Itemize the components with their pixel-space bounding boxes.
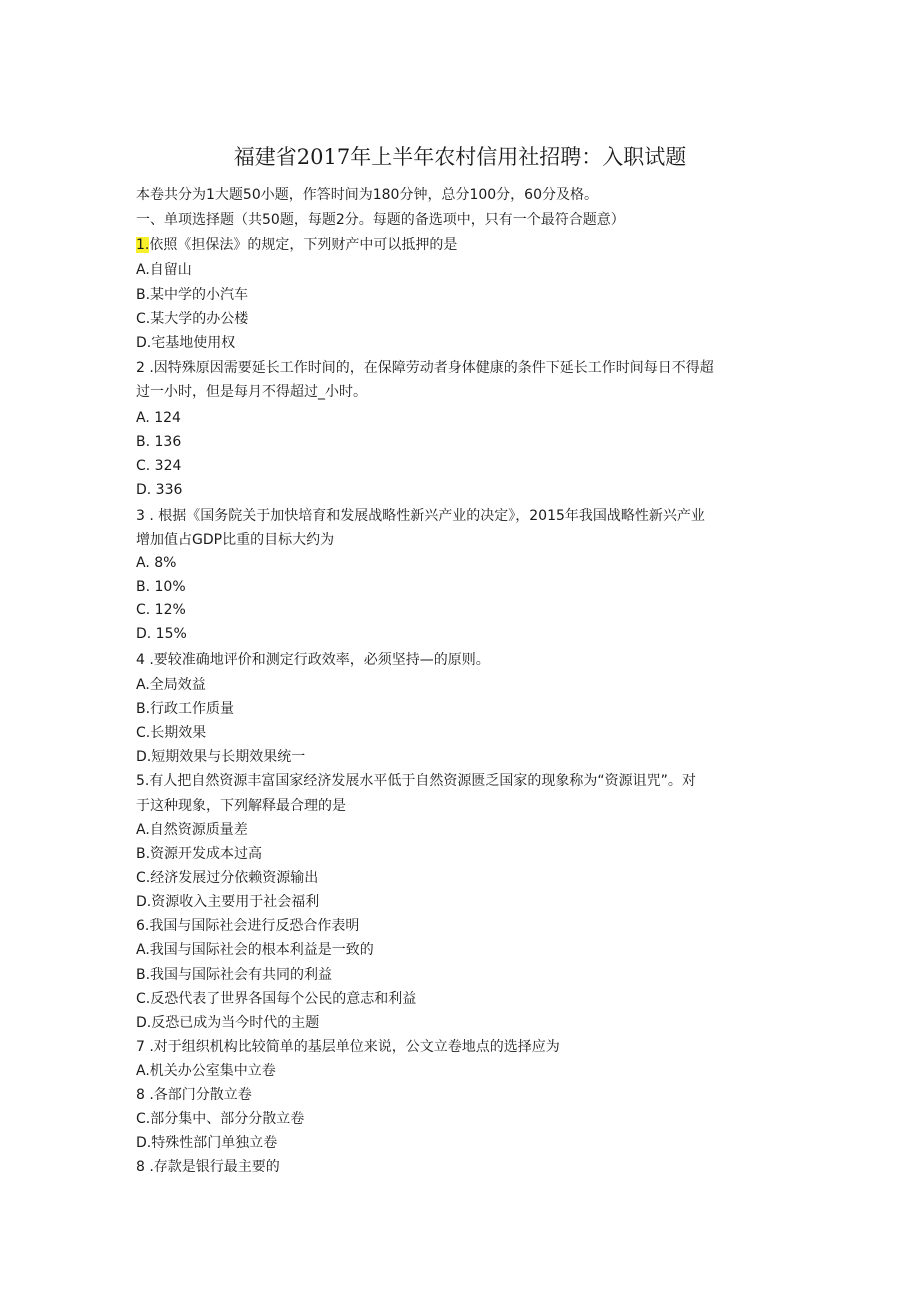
option: C. 12% — [136, 602, 186, 618]
option: 8 .各部门分散立卷 — [136, 1087, 252, 1103]
option: D.反恐已成为当今时代的主题 — [136, 1015, 320, 1031]
option: A.全局效益 — [136, 677, 206, 693]
question-3-continued: 增加值占GDP比重的目标大约为 — [136, 532, 335, 548]
option: A.自然资源质量差 — [136, 822, 248, 838]
option: A.我国与国际社会的根本利益是一致的 — [136, 942, 374, 958]
option: C. 324 — [136, 458, 182, 474]
question-number-highlight: 1. — [136, 237, 150, 253]
option: B.资源开发成本过高 — [136, 846, 263, 862]
question-6: 6.我国与国际社会进行反恐合作表明 — [136, 918, 360, 934]
option: D.宅基地使用权 — [136, 335, 236, 351]
question-5: 5.有人把自然资源丰富国家经济发展水平低于自然资源匮乏国家的现象称为“资源诅咒”。对 — [136, 773, 696, 789]
option: B.某中学的小汽车 — [136, 287, 249, 303]
question-3: 3 . 根据《国务院关于加快培育和发展战略性新兴产业的决定》，2015年我国战略性新兴产业 — [136, 508, 705, 524]
page-title: 福建省2017年上半年农村信用社招聘：入职试题 — [233, 145, 687, 169]
option: B. 10% — [136, 579, 186, 595]
option: C.部分集中、部分分散立卷 — [136, 1111, 305, 1127]
option: B.我国与国际社会有共同的利益 — [136, 967, 333, 983]
option: C.经济发展过分依赖资源输出 — [136, 870, 319, 886]
section-heading: 一、单项选择题（共50题，每题2分。每题的备选项中，只有一个最符合题意） — [136, 212, 625, 228]
option: A. 124 — [136, 410, 181, 426]
option: D.资源收入主要用于社会福利 — [136, 894, 320, 910]
option: A.自留山 — [136, 262, 192, 278]
option: D. 336 — [136, 482, 183, 498]
question-7: 7 .对于组织机构比较简单的基层单位来说，公文立卷地点的选择应为 — [136, 1039, 560, 1055]
option: C.某大学的办公楼 — [136, 311, 249, 327]
option: C.反恐代表了世界各国每个公民的意志和利益 — [136, 991, 417, 1007]
exam-info: 本卷共分为1大题50小题，作答时间为180分钟，总分100分，60分及格。 — [136, 187, 598, 203]
option: A.机关办公室集中立卷 — [136, 1063, 276, 1079]
option: D.特殊性部门单独立卷 — [136, 1135, 278, 1151]
option: A. 8% — [136, 555, 177, 571]
option: D. 15% — [136, 626, 187, 642]
question-1: 1.依照《担保法》的规定，下列财产中可以抵押的是 — [136, 237, 458, 253]
option: D.短期效果与长期效果统一 — [136, 749, 306, 765]
question-5-continued: 于这种现象，下列解释最合理的是 — [136, 798, 346, 814]
option: B. 136 — [136, 434, 182, 450]
option: B.行政工作质量 — [136, 701, 235, 717]
question-4: 4 .要较准确地评价和测定行政效率，必须坚持—的原则。 — [136, 652, 490, 668]
question-8: 8 .存款是银行最主要的 — [136, 1159, 280, 1175]
question-2: 2 .因特殊原因需要延长工作时间的，在保障劳动者身体健康的条件下延长工作时间每日不得超 — [136, 360, 714, 376]
option: C.长期效果 — [136, 725, 207, 741]
question-2-continued: 过一小时，但是每月不得超过_小时。 — [136, 384, 367, 400]
